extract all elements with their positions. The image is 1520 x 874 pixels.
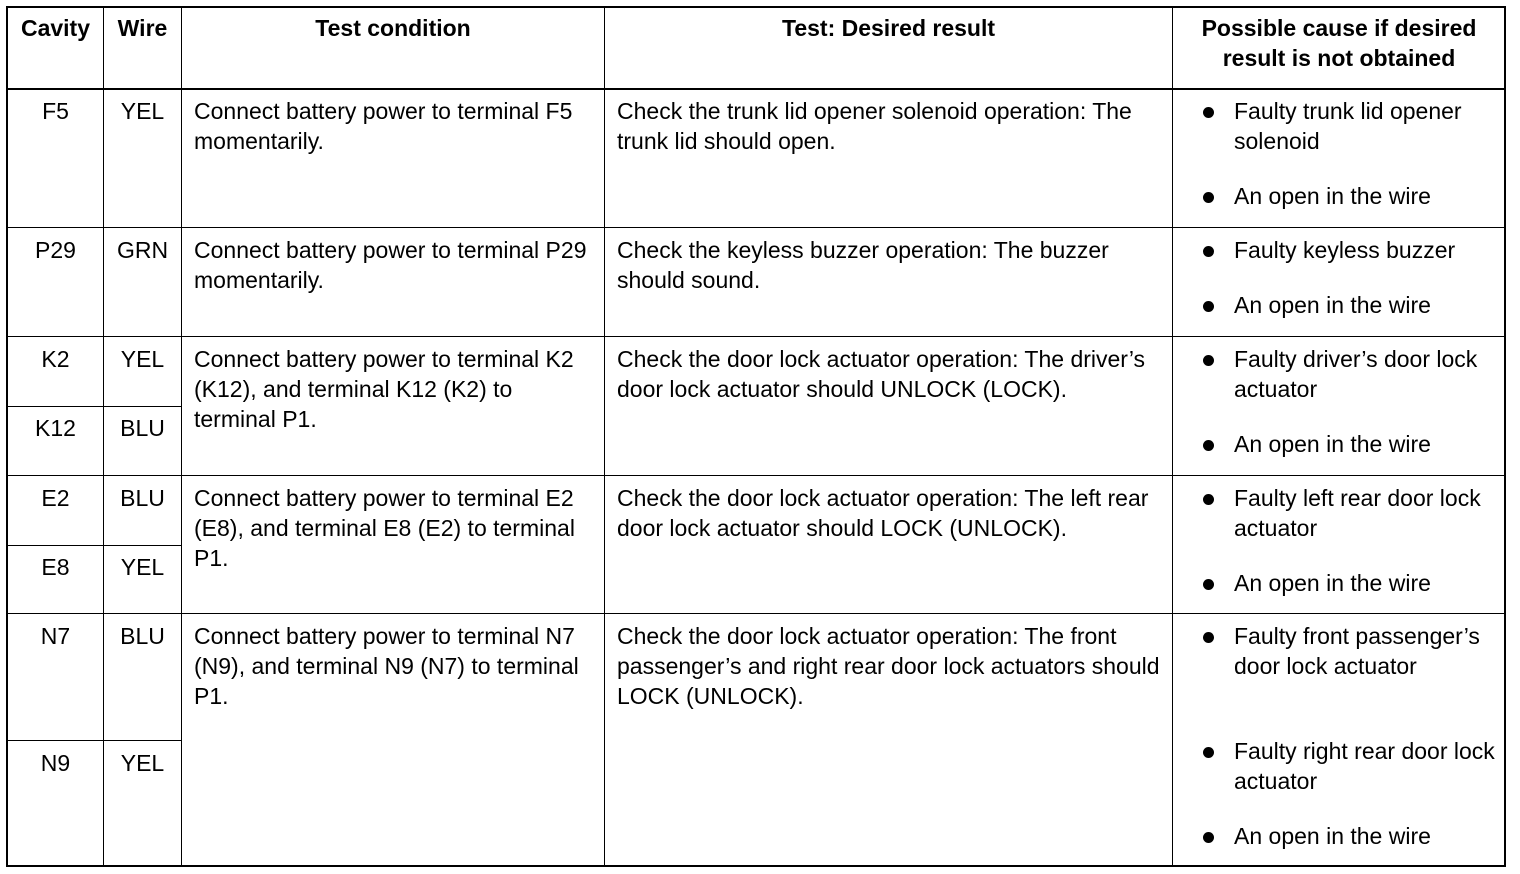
test-condition-cell: Connect battery power to terminal F5 momentarily. <box>194 98 573 154</box>
wire-cell: YEL <box>120 750 165 776</box>
test-condition-cell: Connect battery power to terminal P29 momentarily. <box>194 237 587 293</box>
test-condition-cell: Connect battery power to terminal K2 (K12), and terminal K12 (K2) to terminal P1. <box>194 346 574 432</box>
wire-cell: GRN <box>116 237 169 263</box>
cause-item: An open in the wire <box>1174 821 1496 851</box>
header-divider <box>8 88 1504 90</box>
header-cavity: Cavity <box>20 15 91 41</box>
desired-result-cell: Check the door lock actuator operation: The driver’s door lock actuator should UNLOCK (LOCK). <box>617 346 1146 402</box>
cavity-cell: N9 <box>40 750 71 776</box>
wire-cell: YEL <box>120 98 165 124</box>
column-divider <box>181 8 182 865</box>
desired-result-cell: Check the keyless buzzer operation: The buzzer should sound. <box>617 237 1109 293</box>
wire-cell: BLU <box>120 415 165 441</box>
test-table <box>6 6 1506 867</box>
test-condition-cell: Connect battery power to terminal N7 (N9), and terminal N9 (N7) to terminal P1. <box>194 623 579 709</box>
bullet-icon <box>1203 192 1214 203</box>
wire-cell: YEL <box>120 346 165 372</box>
cause-item: Faulty right rear door lock actuator <box>1174 736 1496 796</box>
wire-cell: BLU <box>120 623 165 649</box>
bullet-icon <box>1203 494 1214 505</box>
cavity-cell: K12 <box>35 415 76 441</box>
cause-item: Faulty driver’s door lock actuator <box>1174 344 1504 404</box>
cause-item: Faulty left rear door lock actuator <box>1174 483 1504 543</box>
cause-item: Faulty trunk lid opener solenoid <box>1174 96 1504 156</box>
bullet-icon <box>1203 246 1214 257</box>
cavity-cell: N7 <box>40 623 71 649</box>
cavity-cell: F5 <box>42 98 69 124</box>
subrow-divider <box>8 545 182 546</box>
cause-item: Faulty front passenger’s door lock actuator <box>1174 621 1496 681</box>
row-divider <box>8 336 1504 337</box>
row-divider <box>8 475 1504 476</box>
header-desired-result: Test: Desired result <box>781 15 996 41</box>
test-condition-cell: Connect battery power to terminal E2 (E8), and terminal E8 (E2) to terminal P1. <box>194 485 575 571</box>
cause-item: Faulty keyless buzzer <box>1174 235 1504 265</box>
header-wire: Wire <box>117 15 168 41</box>
row-divider <box>8 613 1504 614</box>
cause-item: An open in the wire <box>1174 290 1504 320</box>
header-possible-cause: Possible cause if desired result is not obtained <box>1201 15 1477 71</box>
cavity-cell: P29 <box>35 237 76 263</box>
row-divider <box>8 227 1504 228</box>
desired-result-cell: Check the trunk lid opener solenoid operation: The trunk lid should open. <box>617 98 1132 154</box>
bullet-icon <box>1203 579 1214 590</box>
bullet-icon <box>1203 747 1214 758</box>
cavity-cell: K2 <box>41 346 70 372</box>
cavity-cell: E8 <box>41 554 70 580</box>
header-test-condition: Test condition <box>315 15 471 41</box>
bullet-icon <box>1203 632 1214 643</box>
subrow-divider <box>8 406 182 407</box>
column-divider <box>604 8 605 865</box>
bullet-icon <box>1203 832 1214 843</box>
wire-cell: BLU <box>120 485 165 511</box>
column-divider <box>1172 8 1173 865</box>
desired-result-cell: Check the door lock actuator operation: The front passenger’s and right rear door lock actuators should LOCK (UNLOCK). <box>617 623 1160 709</box>
bullet-icon <box>1203 301 1214 312</box>
desired-result-cell: Check the door lock actuator operation: The left rear door lock actuator should LOCK (UNLOCK). <box>617 485 1149 541</box>
cavity-cell: E2 <box>41 485 70 511</box>
wire-cell: YEL <box>120 554 165 580</box>
bullet-icon <box>1203 440 1214 451</box>
bullet-icon <box>1203 107 1214 118</box>
bullet-icon <box>1203 355 1214 366</box>
cause-item: An open in the wire <box>1174 181 1504 211</box>
cause-item: An open in the wire <box>1174 568 1504 598</box>
subrow-divider <box>8 740 182 741</box>
cause-item: An open in the wire <box>1174 429 1504 459</box>
